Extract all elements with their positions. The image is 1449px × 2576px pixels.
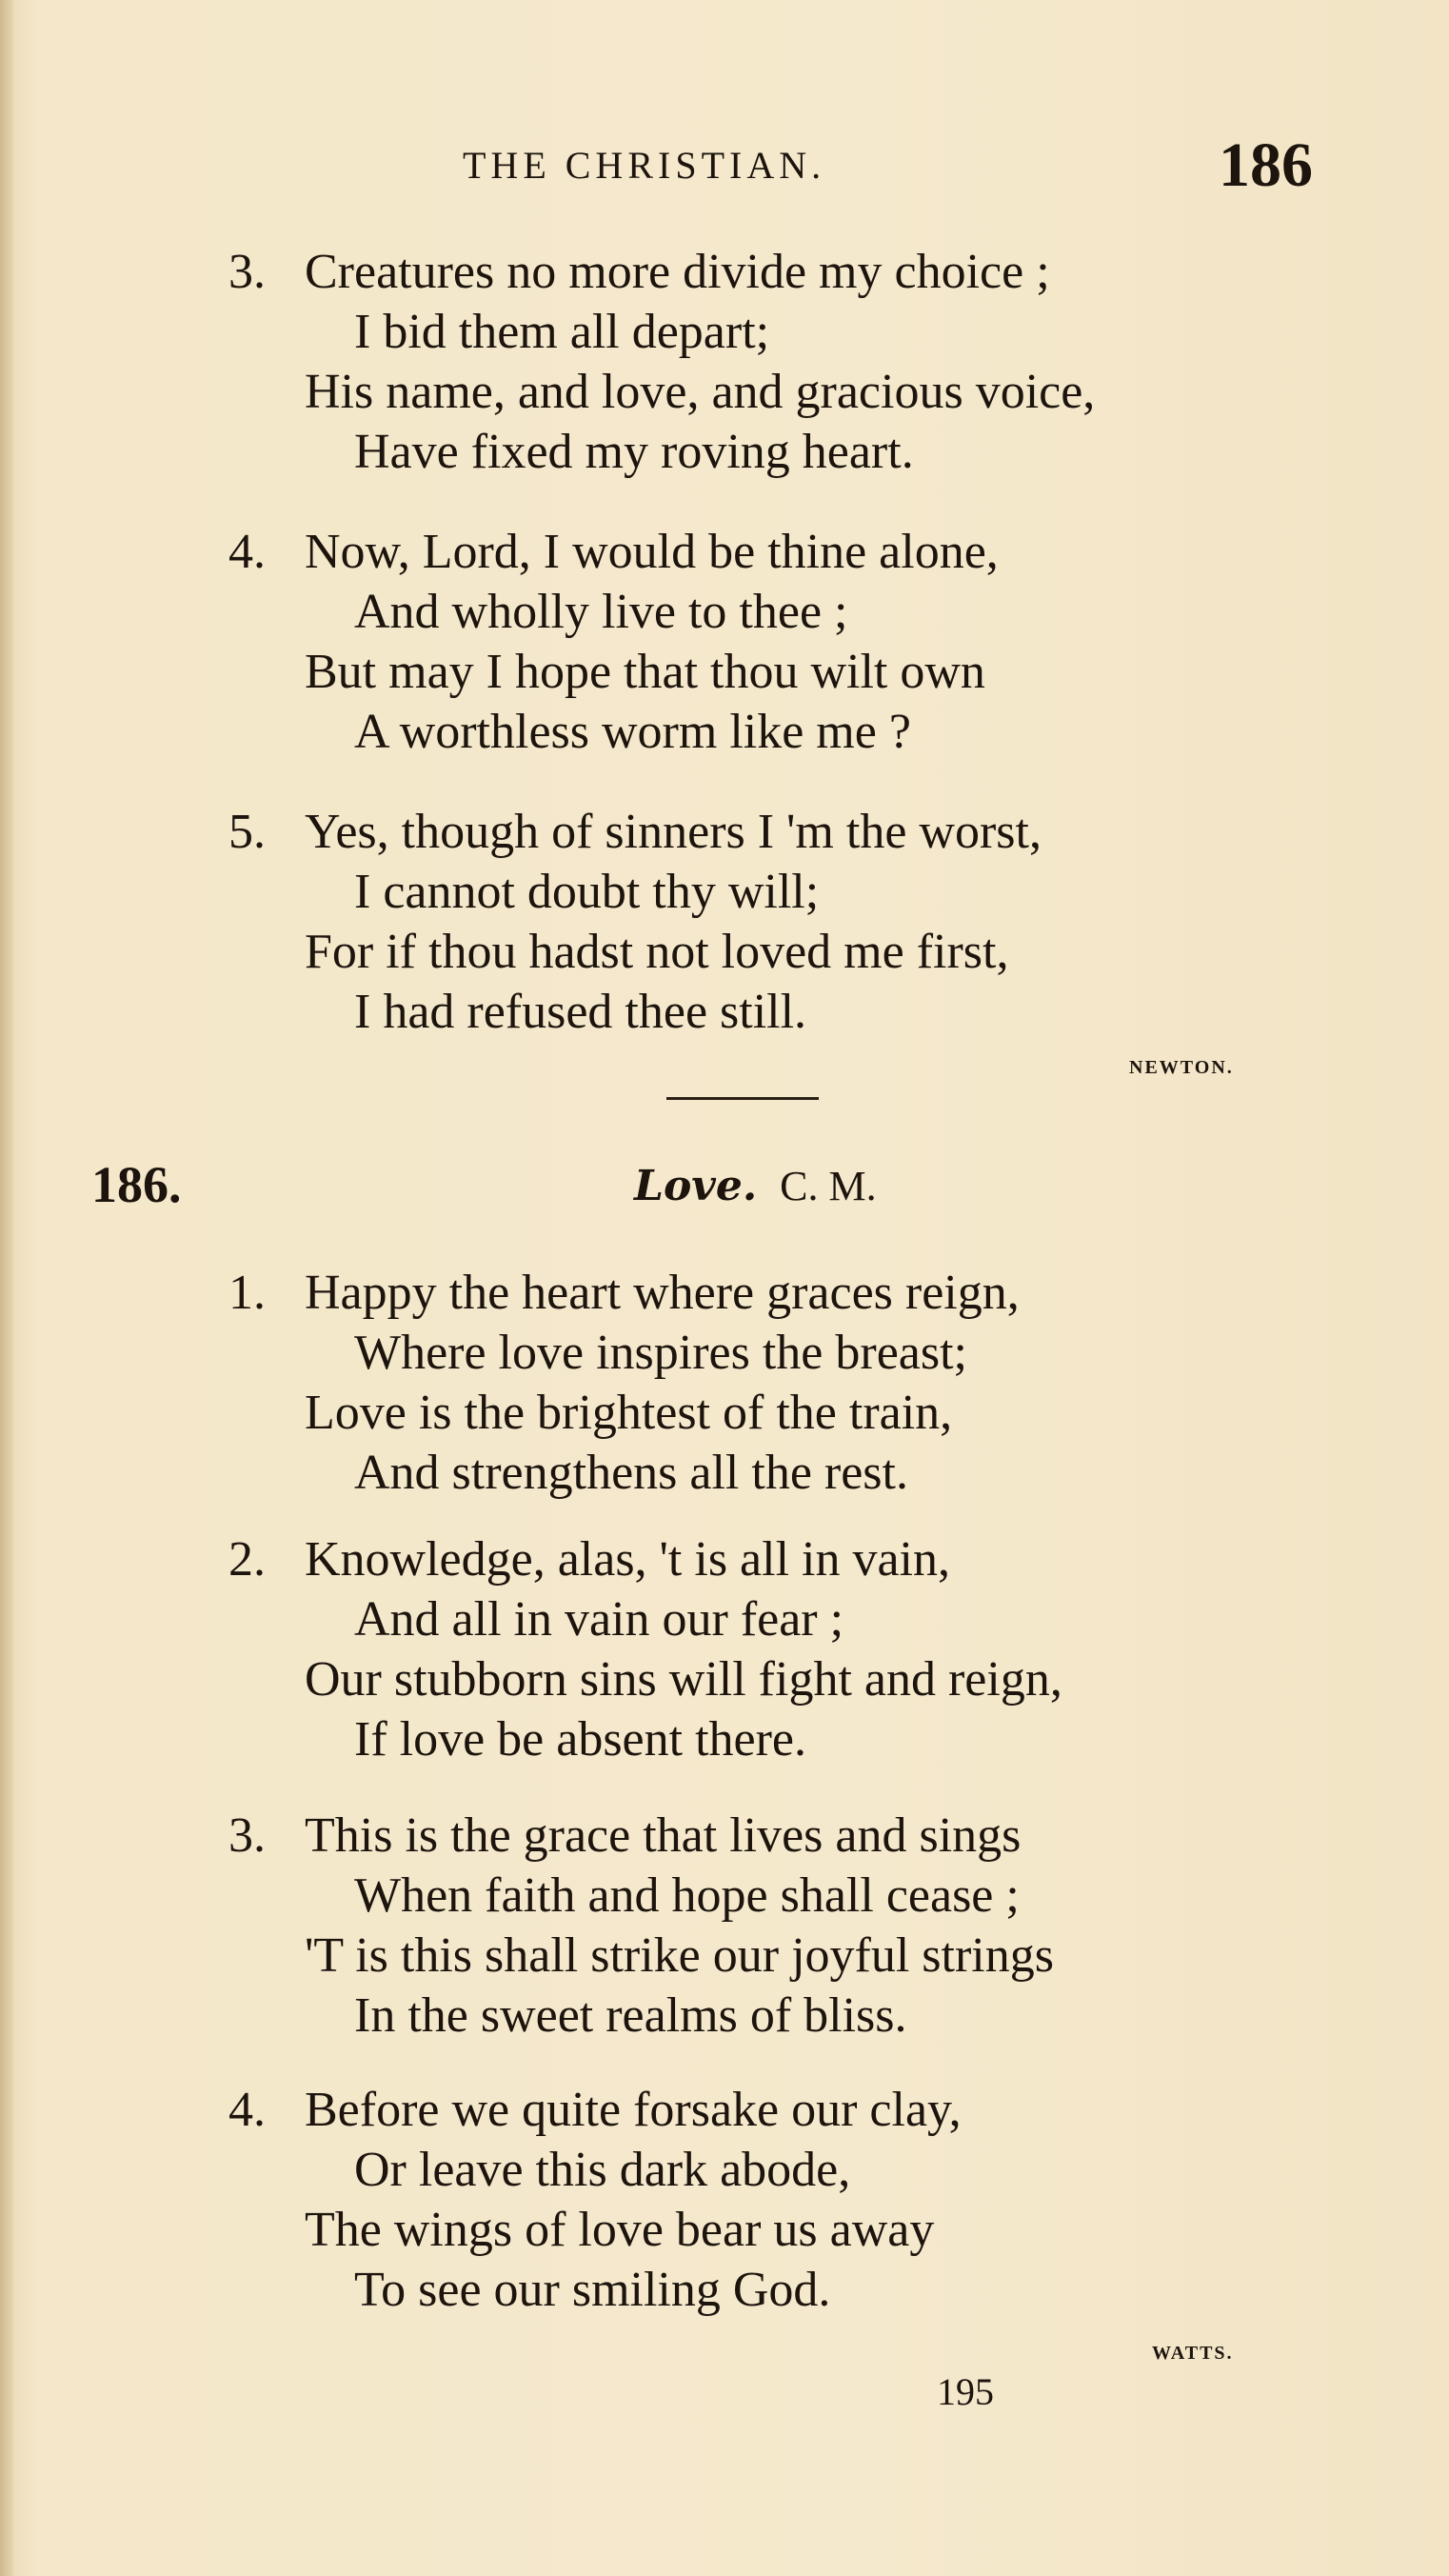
verse-line-2: And all in vain our fear ;	[354, 1592, 844, 1647]
tune-name: Love.	[634, 1162, 758, 1210]
stanza	[228, 1263, 1020, 1503]
stanza-number: 4.	[228, 2083, 266, 2137]
stanza	[228, 1806, 1054, 2046]
verse-line-2: I cannot doubt thy will;	[354, 865, 820, 919]
verse-line-1: 2. Knowledge, alas, 't is all in vain,	[228, 1529, 1062, 1589]
verse-line-3: The wings of love bear us away	[305, 2203, 935, 2257]
stanza	[228, 2080, 962, 2320]
stanza-number: 5.	[228, 805, 266, 859]
verse-line-1: 1. Happy the heart where graces reign,	[228, 1263, 1020, 1323]
verse-line-2: I bid them all depart;	[354, 305, 770, 359]
tune-heading	[634, 1162, 877, 1210]
stanza	[228, 522, 999, 762]
author-attribution: WATTS.	[1152, 2343, 1234, 2364]
hymn-divider-rule	[666, 1097, 819, 1100]
verse-line-1: 3. Creatures no more divide my choice ;	[228, 242, 1095, 302]
stanza-number: 3.	[228, 1808, 266, 1863]
verse-line-1: 4. Before we quite forsake our clay,	[228, 2080, 962, 2140]
verse-line-2: When faith and hope shall cease ;	[354, 1868, 1020, 1923]
verse-line-2: And wholly live to thee ;	[354, 585, 848, 639]
running-title: THE CHRISTIAN.	[463, 144, 826, 187]
hymn-range-number: 186	[1219, 130, 1313, 200]
stanza	[228, 802, 1042, 1042]
verse-line-3: 'T is this shall strike our joyful strings	[305, 1928, 1054, 1983]
verse-line-3: Love is the brightest of the train,	[305, 1386, 953, 1440]
verse-line-3: His name, and love, and gracious voice,	[305, 365, 1096, 419]
verse-line-3: Our stubborn sins will fight and reign,	[305, 1652, 1062, 1707]
verse-line-4: To see our smiling God.	[354, 2263, 831, 2317]
stanza	[228, 242, 1095, 482]
verse-line-4: If love be absent there.	[354, 1712, 807, 1767]
verse-line-1: 5. Yes, though of sinners I 'm the worst,	[228, 802, 1042, 862]
verse-line-1: 3. This is the grace that lives and sings	[228, 1806, 1054, 1866]
verse-line-3: But may I hope that thou wilt own	[305, 645, 985, 699]
meter: C. M.	[780, 1163, 877, 1209]
verse-line-4: Have fixed my roving heart.	[354, 425, 914, 479]
verse-line-2: Or leave this dark abode,	[354, 2143, 851, 2197]
verse-line-3: For if thou hadst not loved me first,	[305, 925, 1009, 979]
stanza	[228, 1529, 1062, 1769]
page-number: 195	[937, 2370, 994, 2413]
stanza-number: 1.	[228, 1266, 266, 1320]
verse-line-1: 4. Now, Lord, I would be thine alone,	[228, 522, 999, 582]
verse-line-4: And strengthens all the rest.	[354, 1446, 908, 1500]
stanza-number: 2.	[228, 1532, 266, 1587]
verse-line-4: A worthless worm like me ?	[354, 705, 911, 759]
verse-line-4: I had refused thee still.	[354, 985, 807, 1039]
verse-line-2: Where love inspires the breast;	[354, 1326, 967, 1380]
stanza-number: 3.	[228, 245, 266, 299]
verse-line-4: In the sweet realms of bliss.	[354, 1988, 907, 2043]
stanza-number: 4.	[228, 525, 266, 579]
hymn-number: 186.	[91, 1156, 182, 1213]
author-attribution: NEWTON.	[1129, 1057, 1234, 1078]
page-gutter-shadow	[0, 0, 13, 2576]
